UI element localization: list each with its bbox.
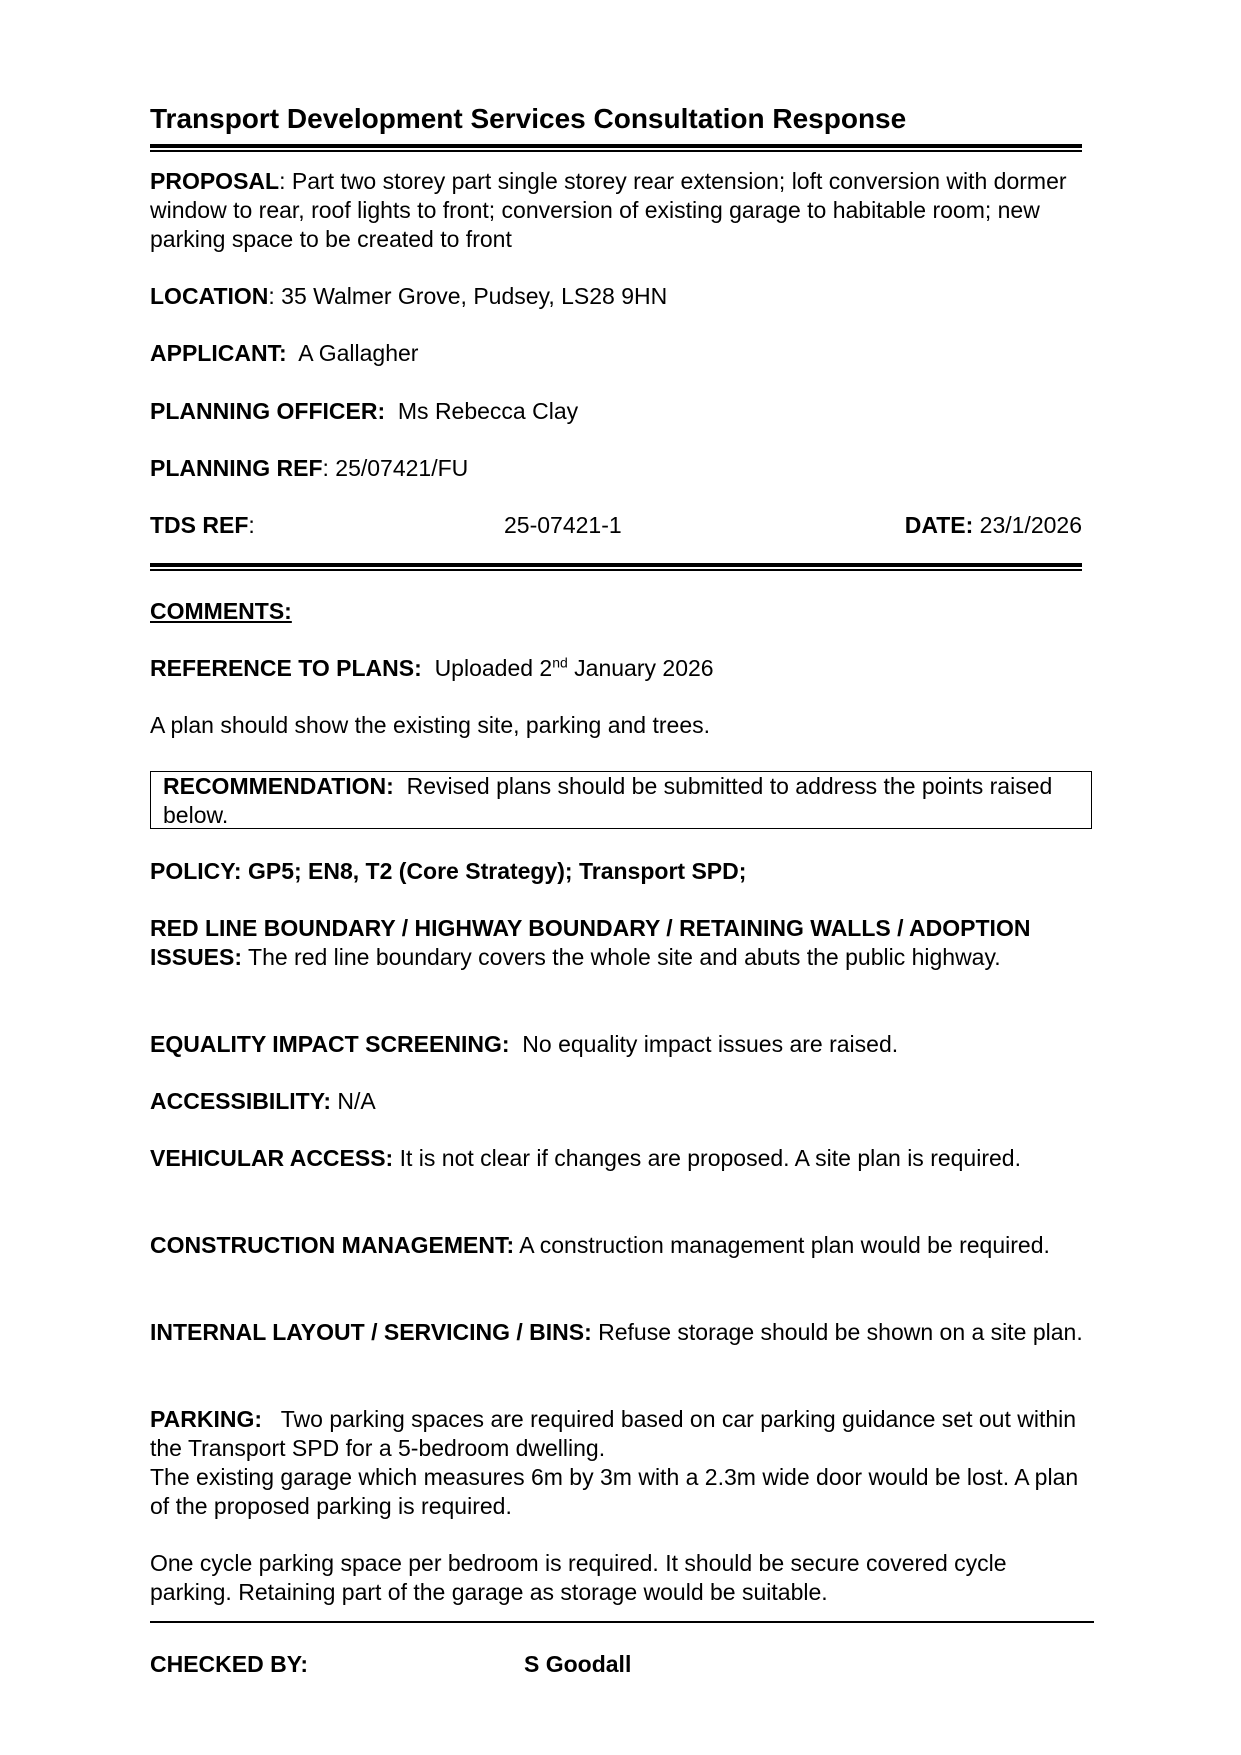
parking-label: PARKING: (150, 1406, 263, 1432)
reference-text-pre: Uploaded 2 (434, 655, 553, 681)
construction-section (150, 1231, 1085, 1260)
construction-label: CONSTRUCTION MANAGEMENT: (150, 1232, 515, 1258)
date-group (905, 511, 1082, 540)
planning-officer-label: PLANNING OFFICER: (150, 398, 386, 424)
vehicular-access-section (150, 1144, 1085, 1173)
location-label: LOCATION (150, 283, 269, 309)
planning-officer-section (150, 397, 1085, 426)
red-line-section (150, 914, 1085, 972)
accessibility-text: N/A (337, 1088, 376, 1114)
recommendation-text: Revised plans should be submitted to address the points raised below. (163, 773, 1053, 828)
planning-ref-text: : 25/07421/FU (322, 455, 469, 481)
date-label: DATE: (904, 512, 974, 538)
parking-text-2: The existing garage which measures 6m by 3m with a 2.3m wide door would be lost. A plan of the proposed parking is required. (150, 1464, 1079, 1519)
equality-label: EQUALITY IMPACT SCREENING: (150, 1031, 510, 1057)
applicant-label: APPLICANT: (150, 340, 287, 366)
equality-text: No equality impact issues are raised. (522, 1031, 899, 1057)
internal-layout-text: Refuse storage should be shown on a site plan. (598, 1319, 1083, 1345)
recommendation-box (150, 771, 1092, 829)
vehicular-access-label: VEHICULAR ACCESS: (150, 1145, 394, 1171)
comments-heading: COMMENTS: (150, 598, 292, 624)
proposal-text: : Part two storey part single storey rear extension; loft conversion with dormer window to rear, roof lights to front; conversion of existing garage to habitable room; new parking space to be created to front (150, 168, 1067, 252)
planning-ref-section (150, 454, 1085, 483)
planning-officer-text: Ms Rebecca Clay (397, 398, 579, 424)
location-section (150, 282, 1085, 311)
proposal-label: PROPOSAL (150, 168, 280, 194)
checked-by-label: CHECKED BY: (150, 1651, 309, 1677)
checked-by-value: S Goodall (524, 1651, 632, 1677)
internal-layout-section (150, 1318, 1085, 1347)
parking-text-3: One cycle parking space per bedroom is required. It should be secure covered cycle parking. Retaining part of the garage as storage would be suitable. (150, 1550, 1007, 1605)
plan-note: A plan should show the existing site, parking and trees. (150, 712, 711, 738)
internal-layout-label: INTERNAL LAYOUT / SERVICING / BINS: (150, 1319, 592, 1345)
recommendation-label: RECOMMENDATION: (163, 773, 394, 799)
red-line-label: RED LINE BOUNDARY / HIGHWAY BOUNDARY / RETAINING WALLS / ADOPTION ISSUES: (150, 915, 1031, 970)
reference-sup: nd (552, 654, 568, 671)
parking-text-1: Two parking spaces are required based on car parking guidance set out within the Transport SPD for a 5-bedroom dwelling. (150, 1406, 1077, 1461)
date-value: 23/1/2026 (979, 512, 1082, 538)
tds-ref-value: 25-07421-1 (504, 512, 622, 538)
reference-to-plans-section (150, 654, 1085, 683)
footer-divider (150, 1621, 1094, 1623)
reference-text-post: January 2026 (567, 655, 714, 681)
parking-section (150, 1405, 1085, 1463)
policy-line: POLICY: GP5; EN8, T2 (Core Strategy); Transport SPD; (150, 858, 747, 884)
proposal-section (150, 167, 1085, 254)
title-divider (150, 144, 1082, 152)
equality-section (150, 1030, 1085, 1059)
page-title: Transport Development Services Consultation Response (150, 103, 907, 134)
accessibility-label: ACCESSIBILITY: (150, 1088, 332, 1114)
accessibility-section (150, 1087, 1085, 1116)
applicant-text: A Gallagher (298, 340, 419, 366)
construction-text: A construction management plan would be required. (519, 1232, 1050, 1258)
tds-ref-label: TDS REF (150, 512, 249, 538)
location-text: : 35 Walmer Grove, Pudsey, LS28 9HN (268, 283, 668, 309)
red-line-text: The red line boundary covers the whole site and abuts the public highway. (248, 944, 1001, 970)
tds-ref-colon: : (248, 512, 255, 538)
applicant-section (150, 339, 1085, 368)
tds-ref-row (150, 511, 1085, 540)
checked-by-row (150, 1650, 1085, 1679)
vehicular-access-text: It is not clear if changes are proposed. A site plan is required. (399, 1145, 1021, 1171)
reference-label: REFERENCE TO PLANS: (150, 655, 422, 681)
planning-ref-label: PLANNING REF (150, 455, 323, 481)
header-divider (150, 563, 1082, 571)
